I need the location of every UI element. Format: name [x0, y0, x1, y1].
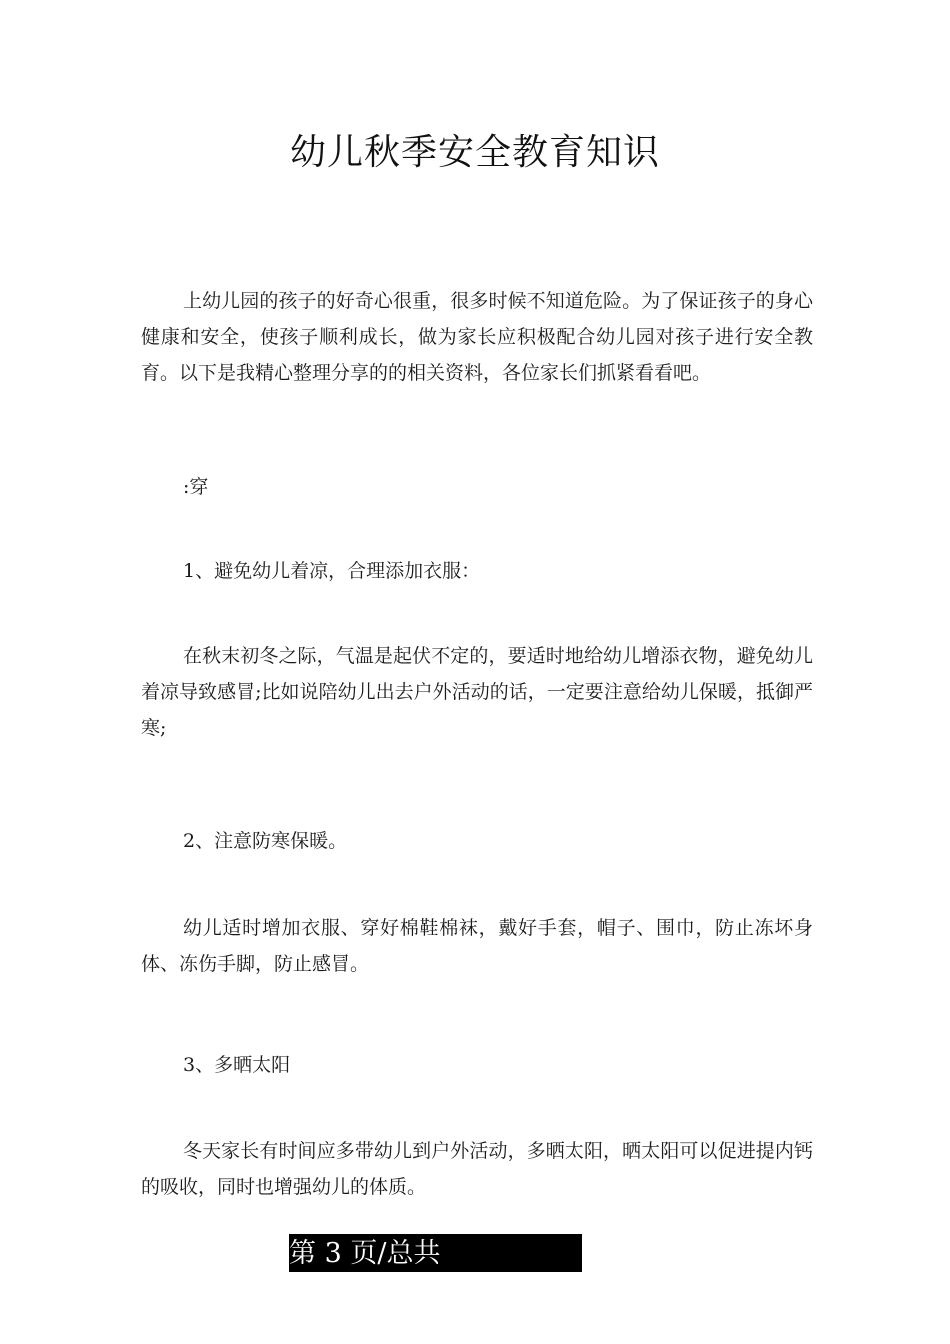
section-label-block [141, 469, 813, 505]
body-paragraph-2: 幼儿适时增加衣服、穿好棉鞋棉袜，戴好手套，帽子、围巾，防止冻坏身体、冻伤手脚，防止感冒。 [141, 917, 813, 975]
page-footer-bar [289, 1234, 582, 1272]
heading-1-block [141, 553, 813, 589]
intro-paragraph: 上幼儿园的孩子的好奇心很重，很多时候不知道危险。为了保证孩子的身心健康和安全，使孩子顺利成长，做为家长应积极配合幼儿园对孩子进行安全教育。以下是我精心整理分享的的相关资料，各位家长们抓紧看看吧。 [141, 290, 813, 384]
document-title: 幼儿秋季安全教育知识 [289, 132, 660, 174]
heading-3: 3、多晒太阳 [183, 1054, 291, 1076]
body-paragraph-3: 冬天家长有时间应多带幼儿到户外活动，多晒太阳，晒太阳可以促进提内钙的吸收，同时也增强幼儿的体质。 [141, 1140, 813, 1198]
body-3-block [141, 1133, 813, 1205]
body-2-block [141, 910, 813, 982]
body-paragraph-1: 在秋末初冬之际，气温是起伏不定的，要适时地给幼儿增添衣物，避免幼儿着凉导致感冒;比如说陪幼儿出去户外活动的话，一定要注意给幼儿保暖，抵御严寒; [141, 645, 813, 739]
heading-3-block [141, 1047, 813, 1083]
body-1-block [141, 638, 813, 746]
heading-2: 2、注意防寒保暖。 [183, 830, 348, 852]
heading-2-block [141, 823, 813, 859]
intro-paragraph-block [141, 283, 813, 391]
page-number-label: 第 3 页/总共 [289, 1238, 441, 1269]
section-label: :穿 [183, 476, 209, 498]
heading-1: 1、避免幼儿着凉，合理添加衣服： [183, 560, 481, 582]
